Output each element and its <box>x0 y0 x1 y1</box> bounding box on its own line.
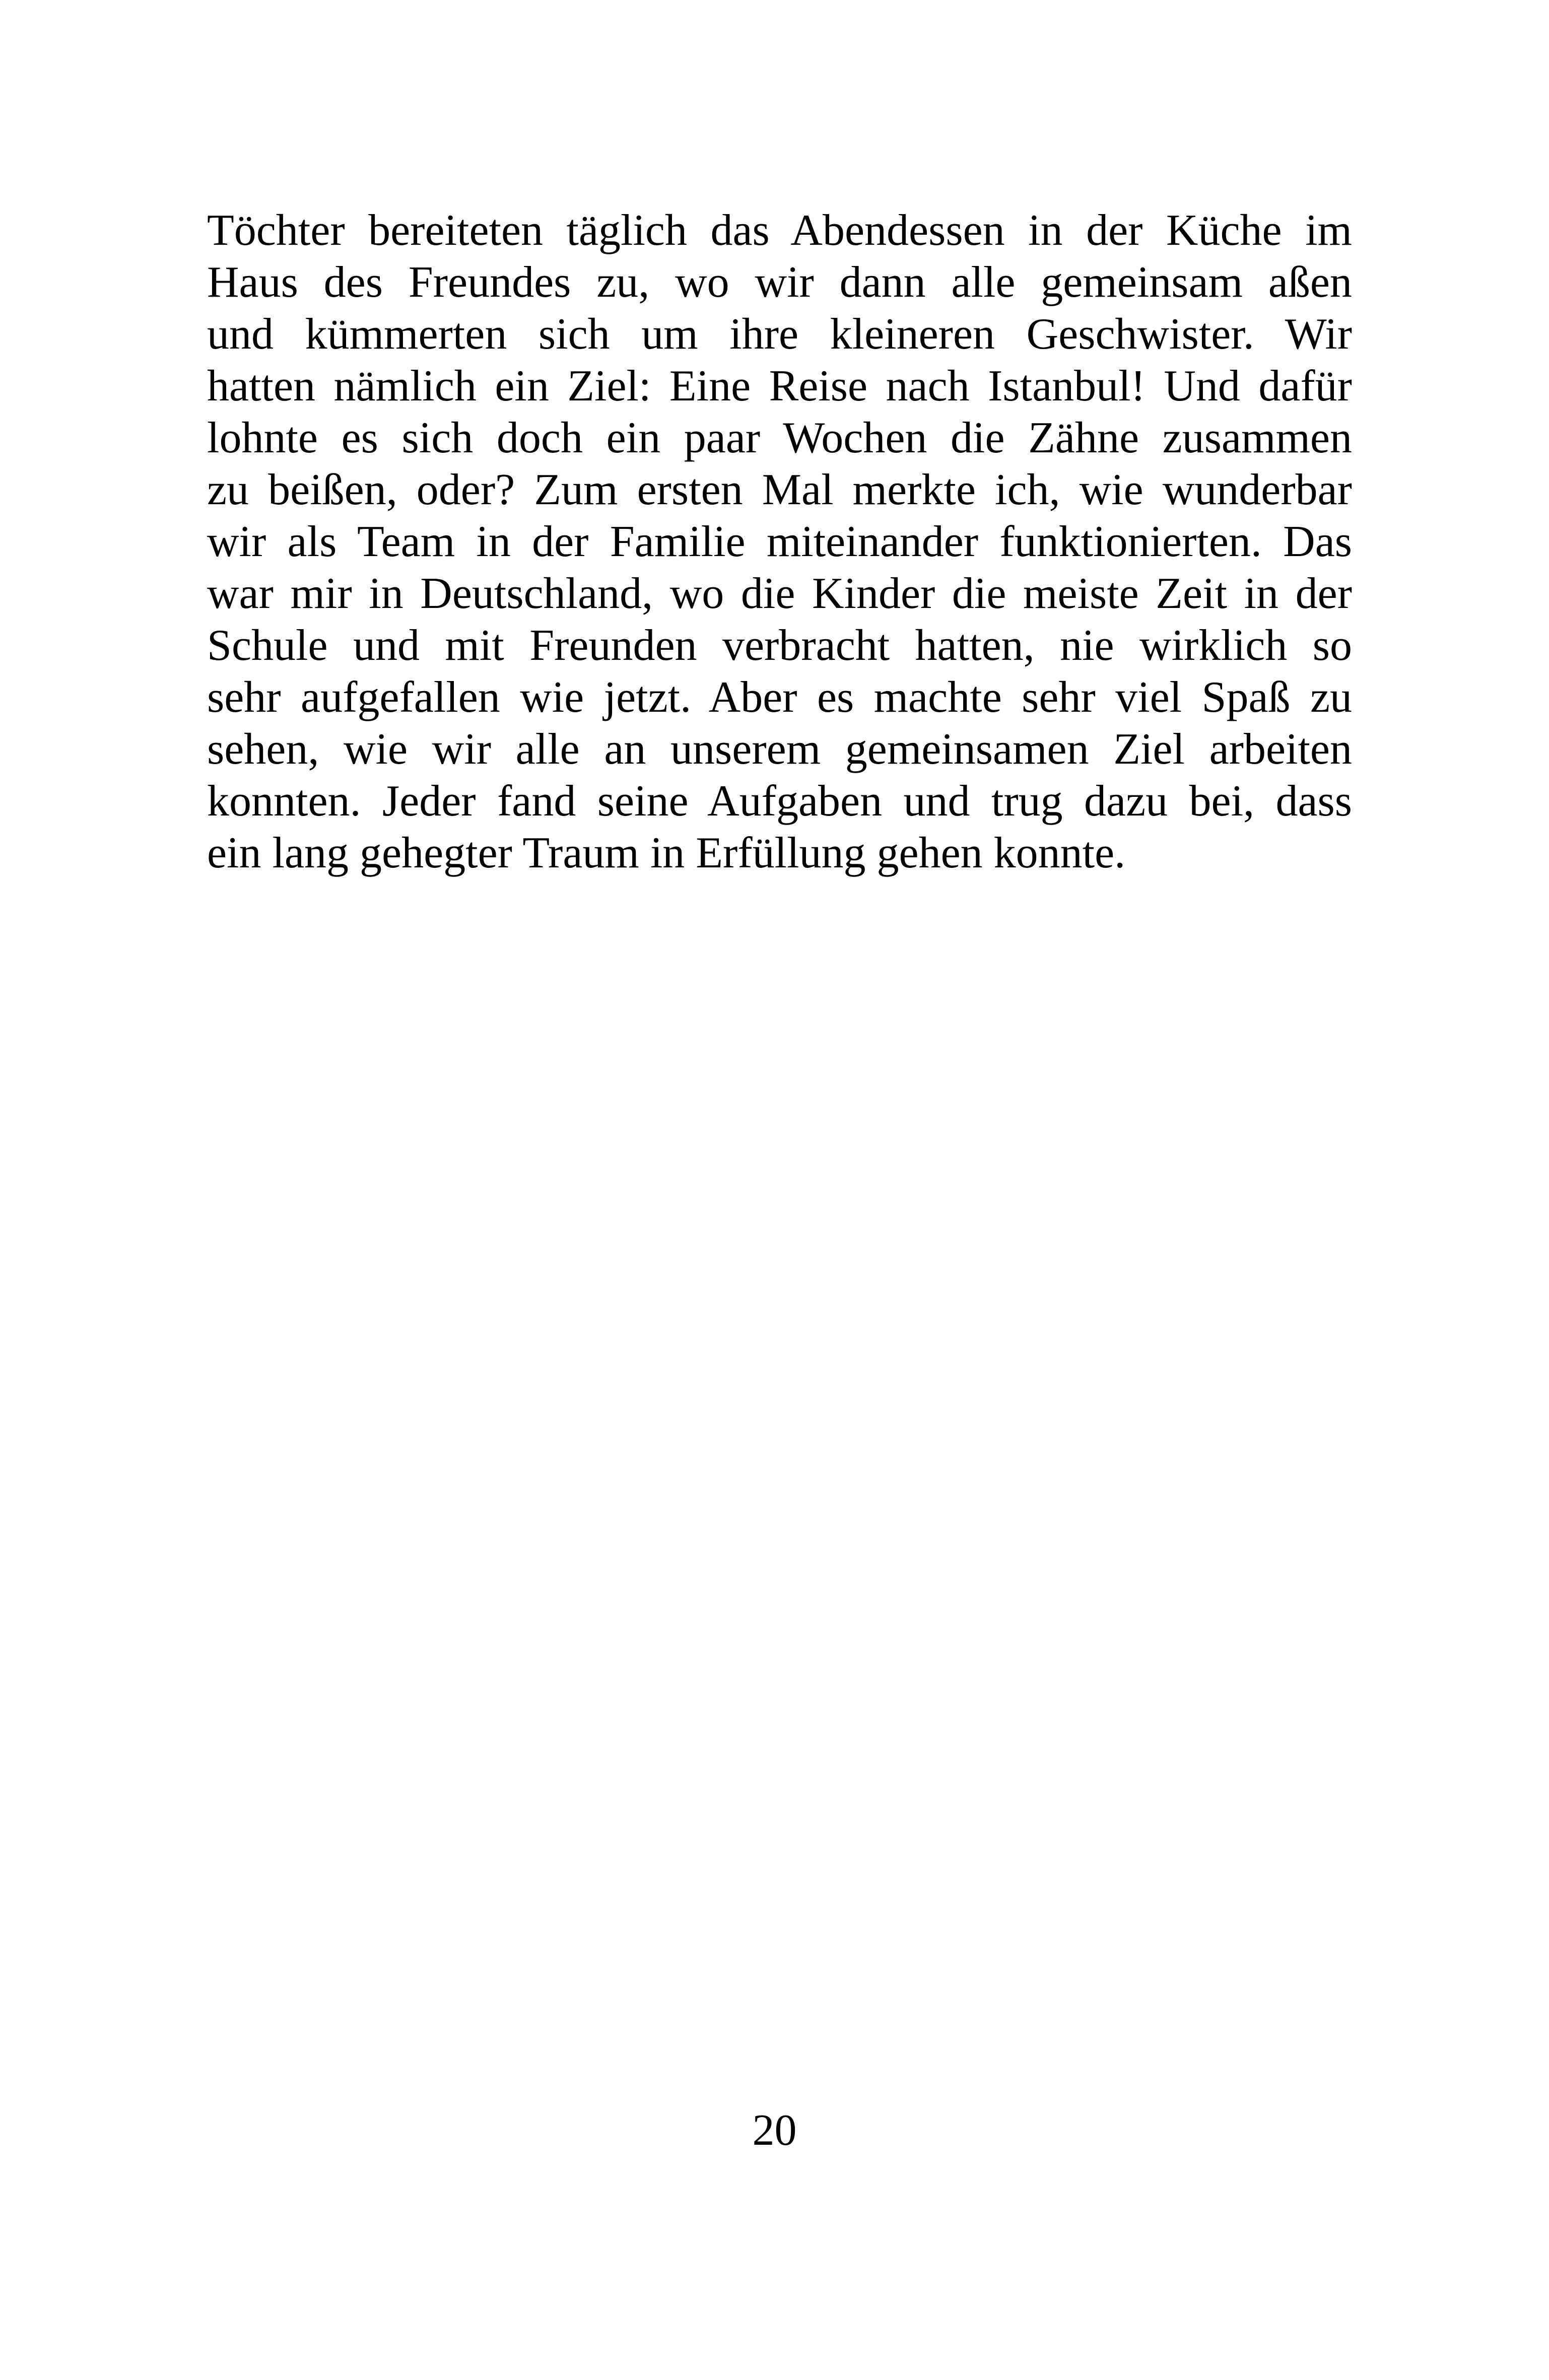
body-paragraph <box>207 205 1352 879</box>
text-line: war mir in Deutschland, wo die Kinder die meiste Zeit in der <box>207 569 1352 618</box>
text-line: sehen, wie wir alle an unserem gemeinsamen Ziel arbeiten <box>207 725 1352 774</box>
text-line: ein lang gehegter Traum in Erfüllung gehen konnte. <box>207 829 1126 877</box>
text-line: und kümmerten sich um ihre kleineren Geschwister. Wir <box>207 310 1352 359</box>
text-line: hatten nämlich ein Ziel: Eine Reise nach Istanbul! Und dafür <box>207 362 1352 411</box>
text-line: Schule und mit Freunden verbracht hatten, nie wirklich so <box>207 621 1352 670</box>
text-line: lohnte es sich doch ein paar Wochen die Zähne zusammen <box>207 414 1352 462</box>
text-line: konnten. Jeder fand seine Aufgaben und trug dazu bei, dass <box>207 777 1352 826</box>
text-line: Töchter bereiteten täglich das Abendessen in der Küche im <box>207 206 1352 255</box>
text-line: zu beißen, oder? Zum ersten Mal merkte ich, wie wunderbar <box>207 465 1352 514</box>
text-line: wir als Team in der Familie miteinander funktionierten. Das <box>207 517 1352 566</box>
page-number: 20 <box>752 2106 797 2155</box>
text-line: sehr aufgefallen wie jetzt. Aber es machte sehr viel Spaß zu <box>207 673 1352 722</box>
text-line: Haus des Freundes zu, wo wir dann alle gemeinsam aßen <box>207 258 1352 307</box>
